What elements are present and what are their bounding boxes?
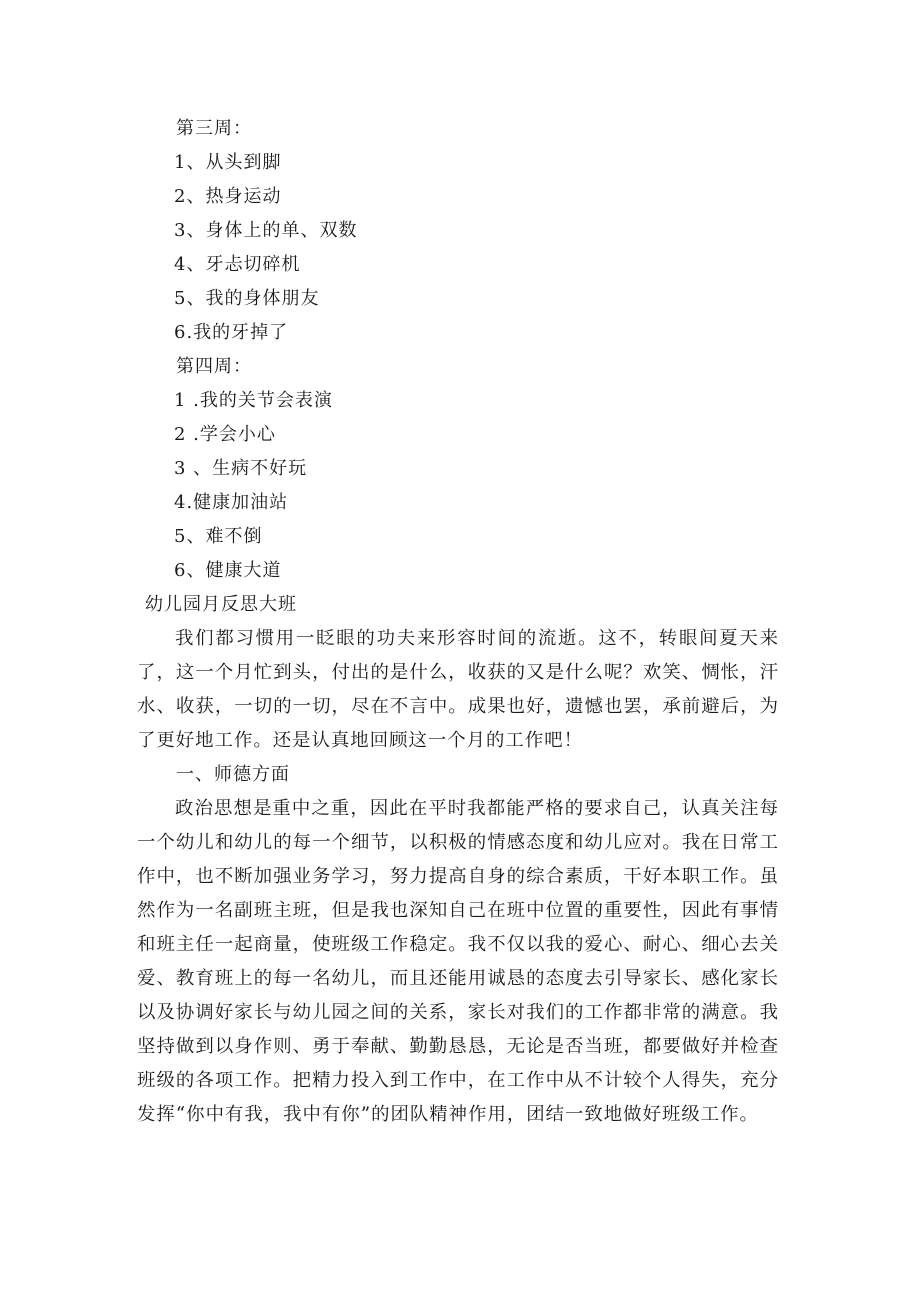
section-body-teacher-ethics: 政治思想是重中之重，因此在平时我都能严格的要求自己，认真关注每一个幼儿和幼儿的每一个细节，以积极的情感态度和幼儿应对。我在日常工作中，也不断加强业务学习，努力提高自身的综合素质，干好本职工作。虽然作为一名副班主班，但是我也深知自己在班中位置的重要性，因此有事情和班主任一起商量，使班级工作稳定。我不仅以我的爱心、耐心、细心去关爱、教育班上的每一名幼儿，而且还能用诚恳的态度去引导家长、感化家长以及协调好家长与幼儿园之间的关系，家长对我们的工作都非常的满意。我坚持做到以身作则、勇于奉献、勤勤恳恳，无论是否当班，都要做好并检查班级的各项工作。把精力投入到工作中，在工作中从不计较个人得失，充分发挥“你中有我，我中有你”的团队精神作用，团结一致地做好班级工作。 — [137, 798, 779, 1125]
week4-item-3: 3 、生病不好玩 — [174, 458, 308, 479]
week3-item-1: 1、从头到脚 — [174, 152, 282, 173]
week4-heading: 第四周： — [176, 356, 252, 377]
week3-item-4: 4、牙忐切碎机 — [174, 254, 301, 275]
week3-item-3: 3、身体上的单、双数 — [174, 220, 358, 241]
week3-item-5: 5、我的身体朋友 — [174, 288, 320, 309]
week4-item-5: 5、难不倒 — [174, 526, 263, 547]
article-title: 幼儿园月反思大班 — [145, 594, 297, 615]
week4-item-4: 4.健康加油站 — [174, 492, 289, 513]
section-heading-teacher-ethics: 一、师德方面 — [176, 764, 290, 785]
week4-item-2: 2 .学会小心 — [174, 424, 276, 445]
week3-item-2: 2、热身运动 — [174, 186, 282, 207]
week3-heading: 第三周： — [176, 118, 252, 139]
week4-item-6: 6、健康大道 — [174, 560, 282, 581]
week3-item-6: 6.我的牙掉了 — [174, 322, 289, 343]
intro-paragraph: 我们都习惯用一眨眼的功夫来形容时间的流逝。这不，转眼间夏天来了，这一个月忙到头，付出的是什么，收获的又是什么呢？欢笑、惆怅，汗水、收获，一切的一切，尽在不言中。成果也好，遗憾也罢，承前避后，为了更好地工作。还是认真地回顾这一个月的工作吧！ — [137, 628, 779, 751]
week4-item-1: 1 .我的关节会表演 — [174, 390, 333, 411]
